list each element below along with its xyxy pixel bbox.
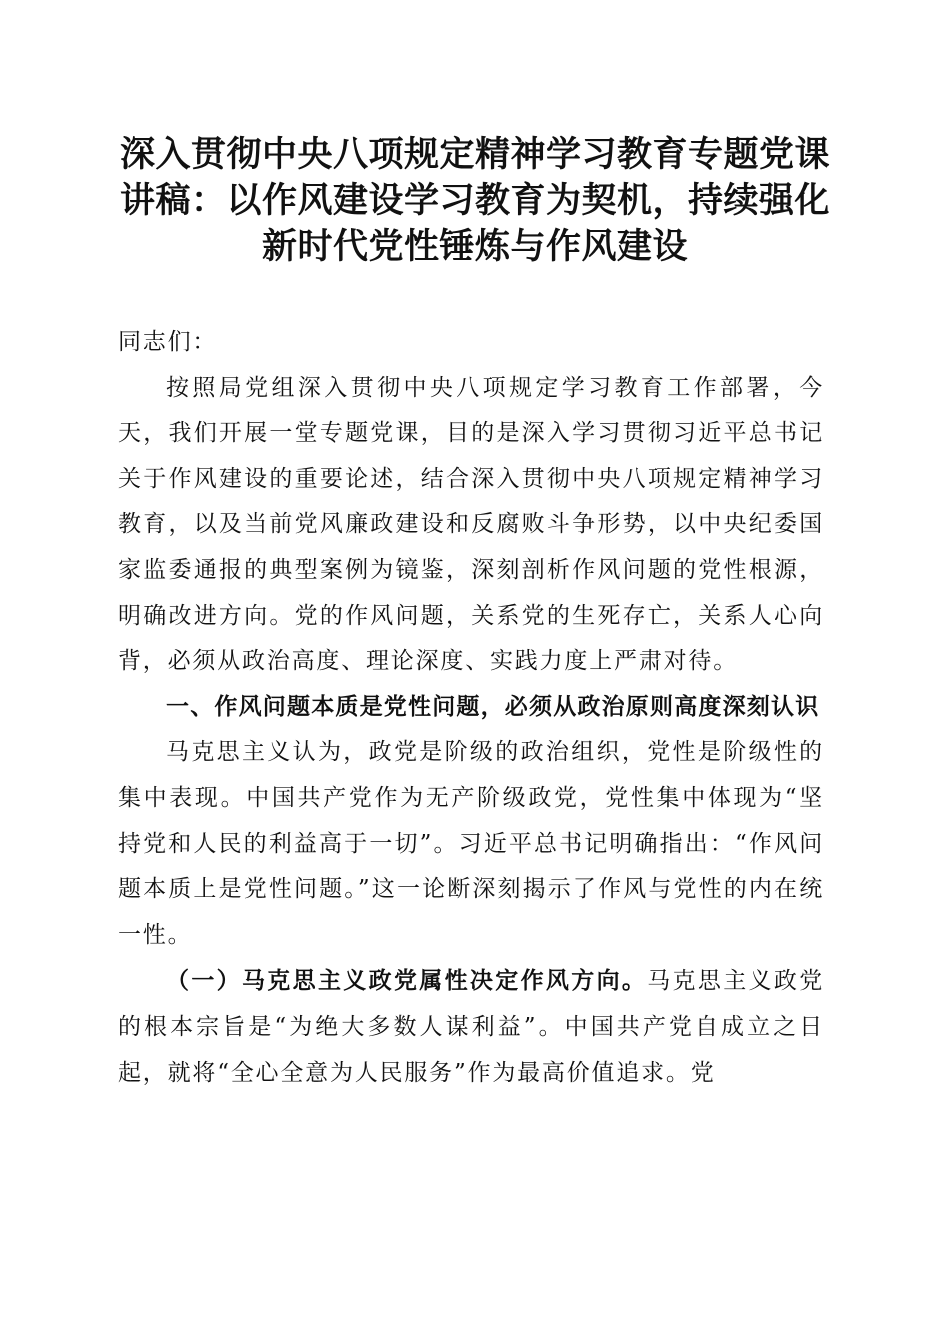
title-line-1: 深入贯彻中央八项规定精神学习教育专题党课 [119, 134, 830, 175]
document-body [118, 320, 824, 1096]
salutation: 同志们： [118, 329, 218, 355]
subsection-1-lead: （一）马克思主义政党属性决定作风方向。 [166, 967, 648, 995]
document-title [110, 132, 840, 270]
section-1-paragraph: 马克思主义认为，政党是阶级的政治组织，党性是阶级性的集中表现。中国共产党作为无产阶级政党，党性集中体现为“坚持党和人民的利益高于一切”。习近平总书记明确指出：“作风问题本质上是党性问题。”这一论断深刻揭示了作风与党性的内在统一性。 [118, 739, 824, 948]
title-line-3: 新时代党性锤炼与作风建设 [261, 226, 688, 267]
intro-paragraph: 按照局党组深入贯彻中央八项规定学习教育工作部署，今天，我们开展一堂专题党课，目的是深入学习贯彻习近平总书记关于作风建设的重要论述，结合深入贯彻中央八项规定精神学习教育，以及当前党风廉政建设和反腐败斗争形势，以中央纪委国家监委通报的典型案例为镜鉴，深刻剖析作风问题的党性根源，明确改进方向。党的作风问题，关系党的生死存亡，关系人心向背，必须从政治高度、理论深度、实践力度上严肃对待。 [118, 374, 824, 675]
section-heading-1: 一、作风问题本质是党性问题，必须从政治原则高度深刻认识 [166, 693, 820, 720]
subsection-1-text: 马克思主义政党的根本宗旨是“为绝大多数人谋利益”。中国共产党自成立之日起，就将“全心全意为人民服务”作为最高价值追求。党 [118, 968, 824, 1086]
title-line-2: 讲稿：以作风建设学习教育为契机，持续强化 [119, 180, 830, 221]
subsection-1-paragraph [118, 958, 824, 1096]
